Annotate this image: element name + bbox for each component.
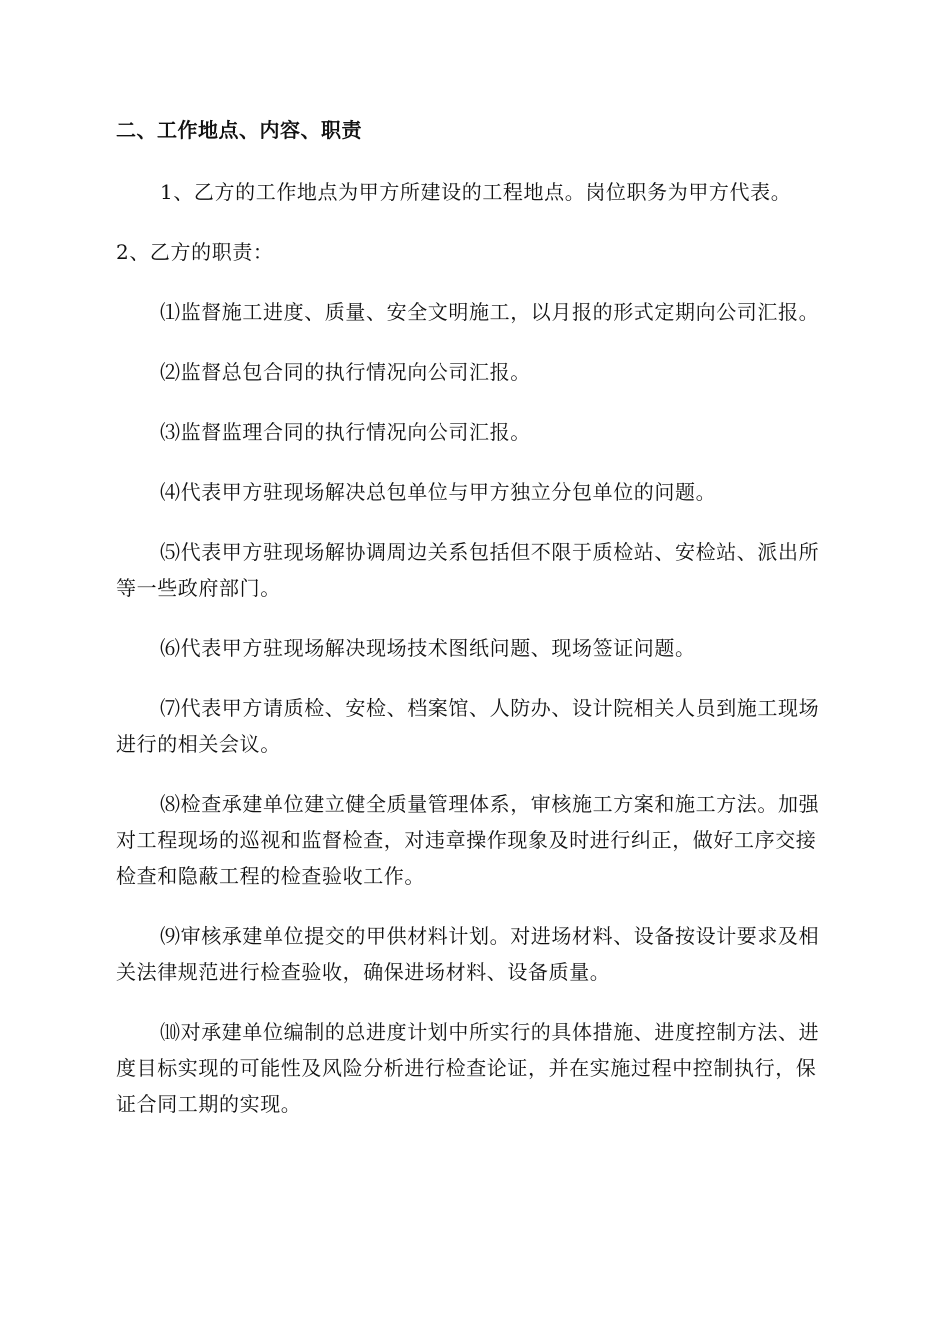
duty-item-1: ⑴监督施工进度、质量、安全文明施工，以月报的形式定期向公司汇报。 [160,300,820,324]
duty-item-6: ⑹代表甲方驻现场解决现场技术图纸问题、现场签证问题。 [160,636,696,660]
document-body [116,110,836,1146]
duty-item-4: ⑷代表甲方驻现场解决总包单位与甲方独立分包单位的问题。 [160,480,717,504]
duty-item-9: ⑼审核承建单位提交的甲供材料计划。对进场材料、设备按设计要求及相关法律规范进行检查验收，确保进场材料、设备质量。 [116,924,820,984]
duties-subheading: 2、乙方的职责： [116,240,274,264]
section-heading: 二、工作地点、内容、职责 [116,118,362,142]
duty-item-7: ⑺代表甲方请质检、安检、档案馆、人防办、设计院相关人员到施工现场进行的相关会议。 [116,696,820,756]
duty-item-2: ⑵监督总包合同的执行情况向公司汇报。 [160,360,531,384]
duty-item-5: ⑸代表甲方驻现场解协调周边关系包括但不限于质检站、安检站、派出所等一些政府部门。 [116,540,820,600]
paragraph-work-location: 1、乙方的工作地点为甲方所建设的工程地点。岗位职务为甲方代表。 [160,180,792,204]
duty-item-8: ⑻检查承建单位建立健全质量管理体系，审核施工方案和施工方法。加强对工程现场的巡视和监督检查，对违章操作现象及时进行纠正，做好工序交接检查和隐蔽工程的检查验收工作。 [116,792,820,888]
duty-item-10: ⑽对承建单位编制的总进度计划中所实行的具体措施、进度控制方法、进度目标实现的可能性及风险分析进行检查论证，并在实施过程中控制执行，保证合同工期的实现。 [116,1020,820,1116]
duty-item-3: ⑶监督监理合同的执行情况向公司汇报。 [160,420,531,444]
